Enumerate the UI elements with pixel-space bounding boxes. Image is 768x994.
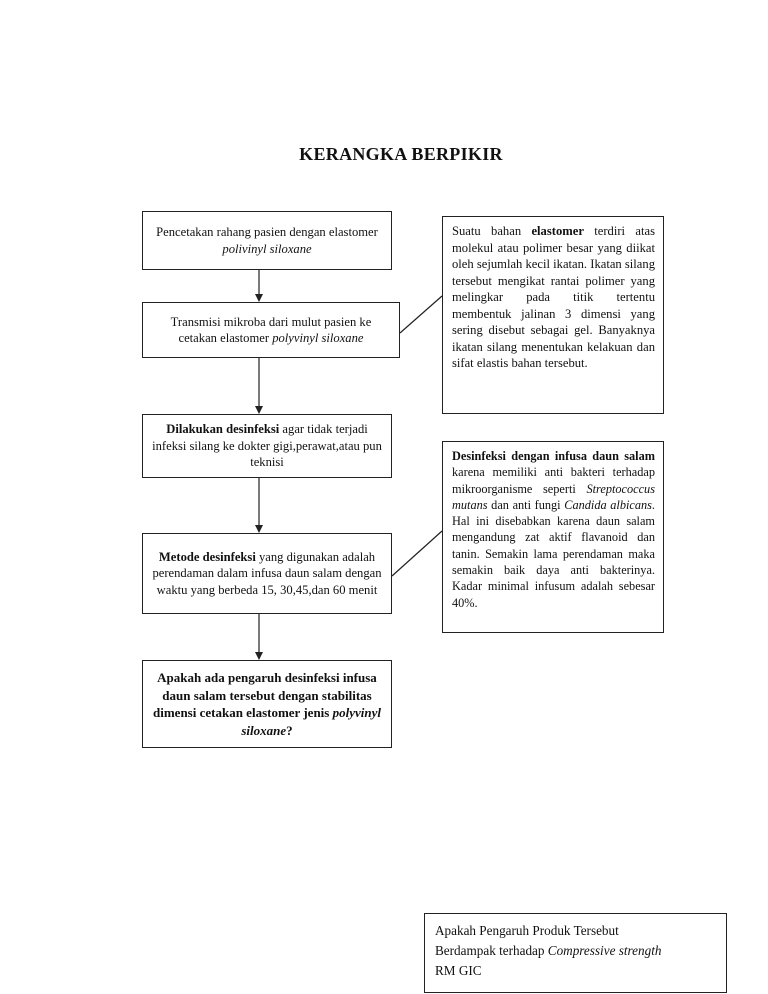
- flow-step-5: [142, 660, 392, 748]
- step2-italic: polyvinyl siloxane: [272, 331, 364, 345]
- flow-step-3: [142, 414, 392, 478]
- step1-italic: polivinyl siloxane: [222, 241, 312, 256]
- step4-text: yang digunakan adalah perendaman dalam infusa daun salam dengan waktu yang berbeda 15, 30,45,dan 60 menit: [152, 549, 382, 597]
- flow-step-2: [142, 302, 400, 358]
- connector-note2: [392, 531, 442, 576]
- connector-note1: [400, 296, 442, 333]
- note1-pre: Suatu bahan: [452, 224, 532, 238]
- step4-bold: Metode desinfeksi: [158, 549, 256, 564]
- step3-bold: Dilakukan desinfeksi: [166, 422, 280, 437]
- step1-text: Pencetakan rahang pasien dengan elastomer: [156, 225, 378, 239]
- step2-text: Transmisi mikroba dari mulut pasien ke cetakan elastomer: [170, 314, 372, 345]
- note2-text2: dan anti fungi: [487, 497, 565, 512]
- note2-italic2: Candida albicans: [564, 497, 652, 512]
- footer-line-1: Apakah Pengaruh Produk Tersebut: [435, 923, 619, 938]
- flow-step-4: [142, 533, 392, 614]
- note1-bold: elastomer: [531, 224, 584, 238]
- footer-line-2-text: Berdampak terhadap: [435, 943, 548, 958]
- footer-line-2: [435, 941, 718, 961]
- step3-text: agar tidak terjadi infeksi silang ke dokter gigi,perawat,atau pun teknisi: [152, 422, 382, 470]
- footer-line-2-italic: Compressive strength: [547, 943, 662, 958]
- note2-italic1: Streptococcus mutans: [452, 481, 655, 512]
- footer-note-box: [424, 913, 727, 993]
- note2-text3: . Hal ini disebabkan karena daun salam mengandung zat aktif flavanoid dan tanin. Semakin lama perendaman maka semakin baik daya anti bakterinya. Kadar minimal infusum adalah sebesar 40%.: [452, 497, 655, 610]
- note2-bold: Desinfeksi dengan infusa daun salam: [452, 449, 655, 463]
- note2-text1: karena memiliki anti bakteri terhadap mikroorganisme seperti: [452, 465, 655, 496]
- note1-text: terdiri atas molekul atau polimer besar yang diikat oleh sejumlah kecil ikatan. Ikatan silang tersebut mengikat rantai polimer yang melingkar pada titik tertentu membentuk jalinan 3 dimensi yang sering disebut sebagai gel. Banyaknya ikatan silang menentukan kelakuan dan sifat elastis bahan tersebut.: [452, 224, 655, 370]
- footer-line-3: RM GIC: [435, 963, 482, 978]
- flow-step-1: [142, 211, 392, 270]
- note-elastomer: [442, 216, 664, 414]
- note-desinfeksi: [442, 441, 664, 633]
- step5-end: ?: [286, 722, 293, 738]
- step5-italic: polyvinyl siloxane: [241, 705, 381, 738]
- step5-text: Apakah ada pengaruh desinfeksi infusa daun salam tersebut dengan stabilitas dimensi cetakan elastomer jenis: [153, 670, 377, 720]
- page-title: KERANGKA BERPIKIR: [299, 144, 503, 164]
